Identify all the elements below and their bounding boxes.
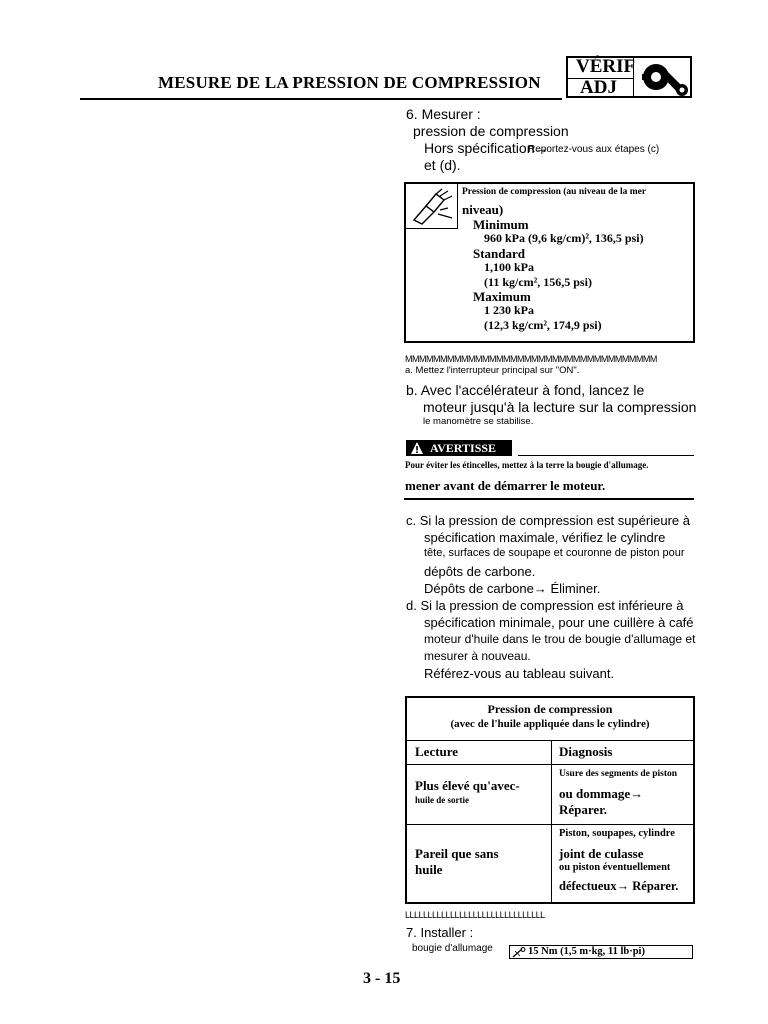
step-d5: Référez-vous au tableau suivant.: [424, 666, 615, 681]
spec-line1: Pression de compression (au niveau de la mer: [462, 187, 647, 197]
warning-rule: [404, 498, 694, 500]
wrench-gear-icon: [638, 58, 690, 96]
table-r2-diag3: ou piston éventuellement: [559, 862, 671, 873]
spec-line2: niveau): [462, 202, 504, 217]
spec-icon-divider-h: [404, 228, 458, 229]
warning-triangle-icon: [410, 441, 424, 455]
step-d3: moteur d'huile dans le trou de bougie d'allumage et: [424, 632, 696, 646]
table-hline-2: [407, 764, 693, 765]
badge-adj: ADJ: [580, 77, 617, 98]
spec-max-label: Maximum: [473, 289, 531, 304]
table-hline-1: [407, 740, 693, 741]
table-hline-3: [407, 824, 693, 825]
step-d1: d. Si la pression de compression est inférieure à: [406, 598, 684, 613]
torque-wrench-icon: [512, 947, 526, 958]
step-a: a. Mettez l'interrupteur principal sur "ON".: [405, 365, 580, 376]
step-b3: le manomètre se stabilise.: [423, 416, 534, 427]
table-col-diagnosis: Diagnosis: [559, 744, 613, 759]
spec-std-value2: (11 kg/cm², 156,5 psi): [484, 275, 592, 289]
spec-std-label: Standard: [473, 246, 526, 261]
table-r1-diag3: Réparer.: [559, 802, 608, 817]
step6-outspec-end: et (d).: [424, 157, 461, 173]
warning-line: [518, 455, 694, 456]
table-r2-read2: huile: [415, 862, 443, 877]
step-c4: dépôts de carbone.: [424, 564, 536, 579]
table-title2: (avec de l'huile appliquée dans le cylindre): [450, 718, 650, 730]
step7-item: bougie d'allumage: [412, 943, 493, 954]
spec-icon-divider: [457, 184, 458, 228]
step-b1: b. Avec l'accélérateur à fond, lancez le: [406, 382, 645, 398]
step6-outspec: Hors spécification→: [424, 140, 549, 156]
table-r1-read1: Plus élevé qu'avec-: [415, 778, 520, 793]
step-c5: Dépôts de carbone→ Éliminer.: [424, 581, 601, 596]
step7-label: 7. Installer :: [406, 925, 474, 940]
warning-label-bar: [406, 440, 512, 456]
step-b2: moteur jusqu'à la lecture sur la compression: [423, 399, 697, 415]
separator-m: MMMMMMMMMMMMMMMMMMMMMMMMMMMMMMMMMMMM: [405, 354, 657, 364]
spec-max-value2: (12,3 kg/cm², 174,9 psi): [484, 318, 602, 332]
table-r1-diag1: Usure des segments de piston: [559, 769, 678, 779]
table-r2-read1: Pareil que sans: [415, 846, 499, 861]
warning-text2: mener avant de démarrer le moteur.: [405, 478, 606, 493]
gauge-icon: [408, 186, 456, 226]
step6-item: pression de compression: [413, 123, 569, 139]
spec-std-value1: 1,100 kPa: [484, 260, 535, 274]
diagnosis-table: [405, 696, 695, 904]
step-d4: mesurer à nouveau.: [424, 649, 531, 663]
table-r2-diag1: Piston, soupapes, cylindre: [559, 828, 675, 839]
torque-value: 15 Nm (1,5 m·kg, 11 lb·pi): [528, 946, 645, 957]
step-c2: spécification maximale, vérifiez le cylindre: [424, 530, 666, 545]
page-number: 3 - 15: [363, 970, 401, 987]
table-r2-diag4: défectueux→ Réparer.: [559, 879, 679, 893]
header-rule: [80, 98, 562, 100]
table-col-lecture: Lecture: [415, 744, 459, 759]
spec-min-value: 960 kPa (9,6 kg/cm)², 136,5 psi): [484, 231, 644, 245]
table-vline: [551, 740, 552, 904]
step-c3: tête, surfaces de soupape et couronne de piston pour: [424, 547, 685, 559]
step-d2: spécification minimale, pour une cuillère à café: [424, 615, 694, 630]
step6-label: 6. Mesurer :: [406, 106, 481, 122]
spec-max-value1: 1 230 kPa: [484, 303, 535, 317]
warning-text1: Pour éviter les étincelles, mettez à la terre la bougie d'allumage.: [405, 460, 649, 470]
badge-verif: VÉRIF: [576, 56, 636, 77]
page-title: MESURE DE LA PRESSION DE COMPRESSION: [158, 73, 541, 92]
warning-label: AVERTISSE: [430, 441, 497, 455]
torque-box: [509, 945, 693, 959]
step-c1: c. Si la pression de compression est supérieure à: [406, 513, 690, 528]
table-title1: Pression de compression: [487, 702, 613, 716]
table-r1-diag2: ou dommage→: [559, 786, 644, 801]
table-r2-diag2: joint de culasse: [559, 846, 644, 861]
table-r1-read2: huile de sortie: [415, 795, 469, 805]
separator-l: LLLLLLLLLLLLLLLLLLLLLLLLLLLLLLL: [405, 910, 545, 920]
spec-min-label: Minimum: [473, 217, 529, 232]
step6-outspec-ref: Reportez-vous aux étapes (c): [528, 144, 660, 155]
